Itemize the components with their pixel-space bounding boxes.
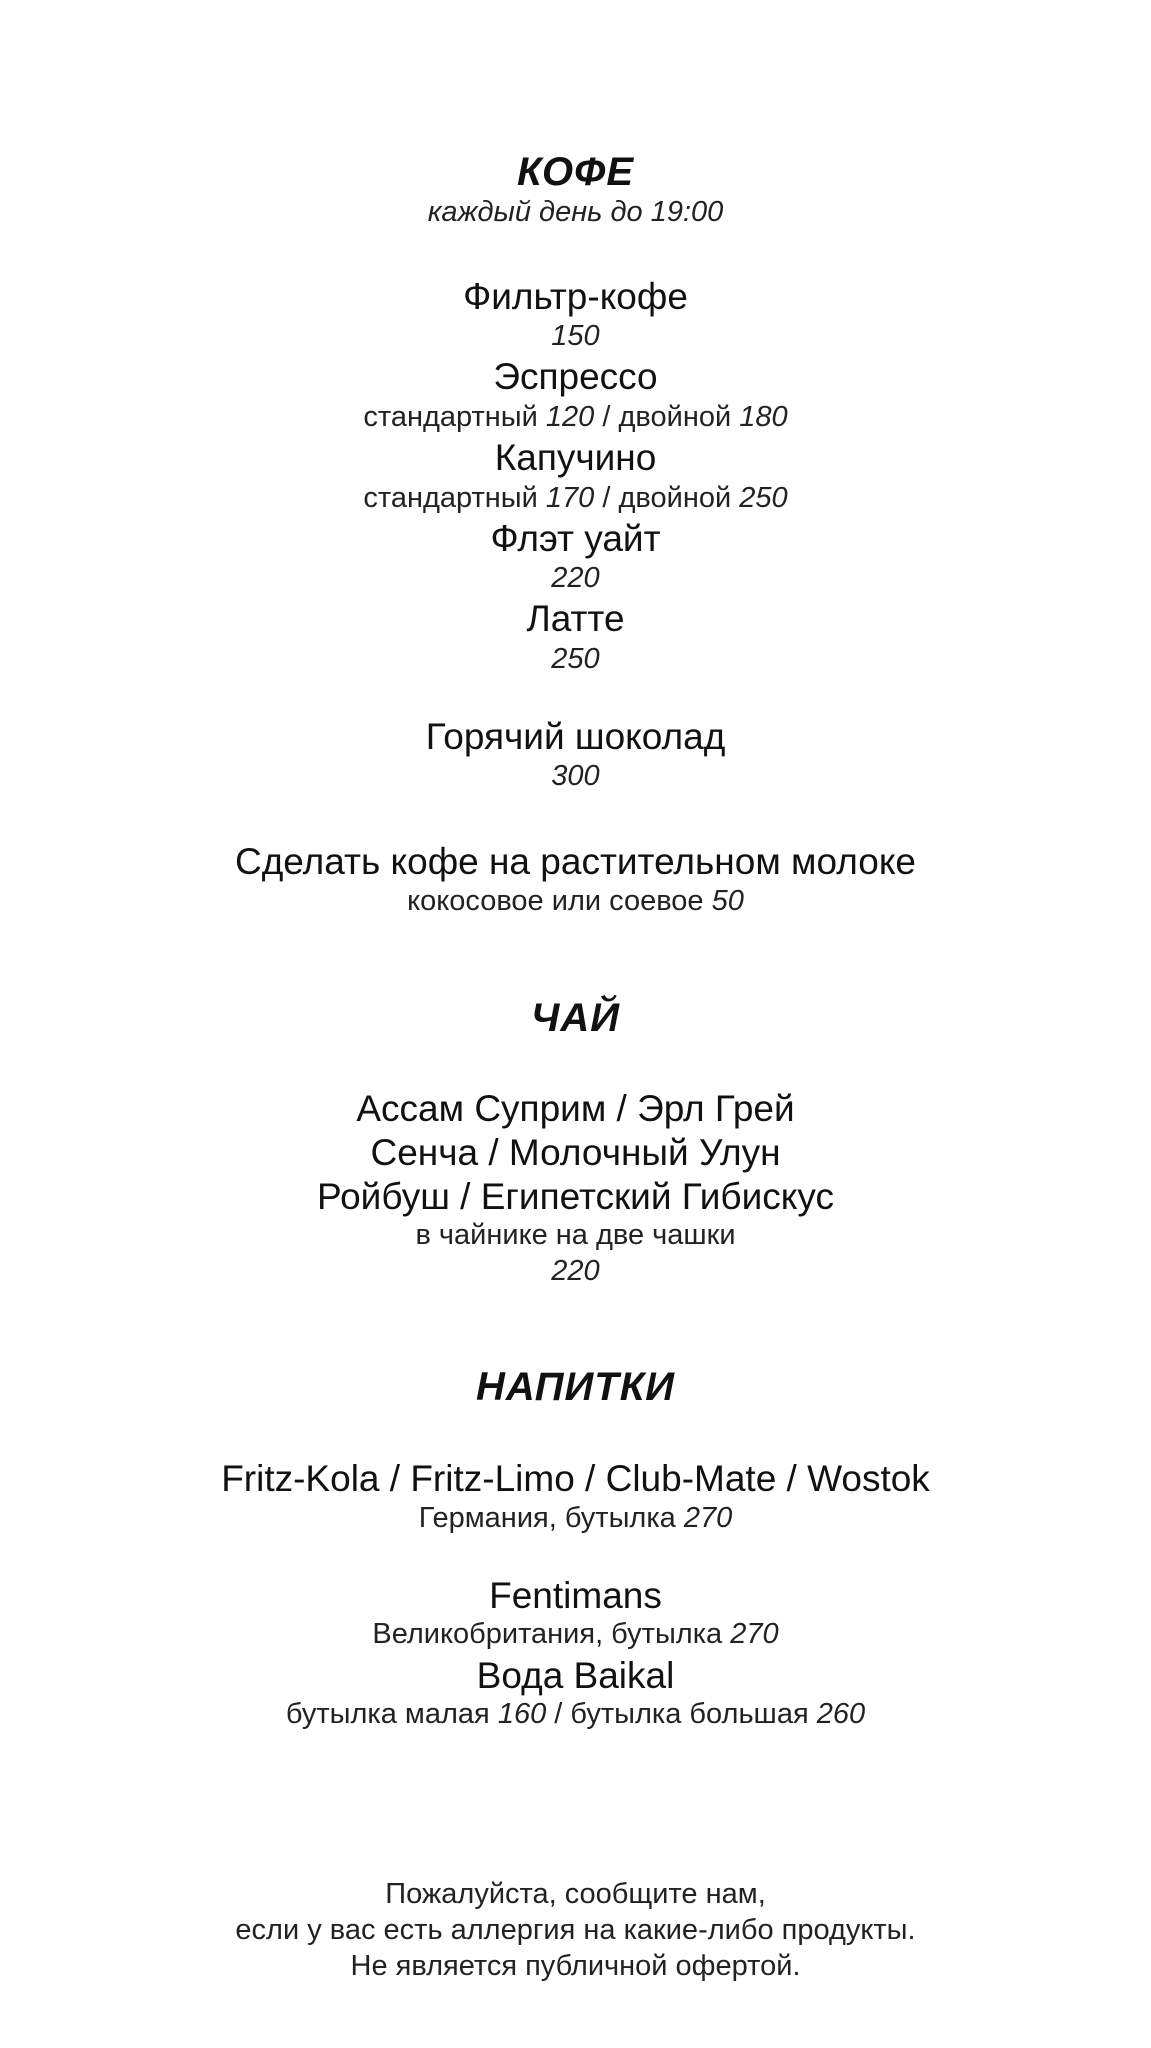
baikal-prices — [0, 1700, 1151, 1729]
cappuccino-name: Капучино — [494, 437, 657, 478]
flat-white-name: Флэт уайт — [490, 518, 661, 559]
tea-line-3: Ройбуш / Египетский Гибискус — [317, 1176, 834, 1217]
latte-name: Латте — [526, 598, 625, 639]
plant-milk-name: Сделать кофе на растительном молоке — [235, 841, 916, 882]
drinks-heading: НАПИТКИ — [475, 1365, 676, 1409]
tea-line-2: Сенча / Молочный Улун — [370, 1132, 781, 1173]
price-separator: / — [554, 1698, 563, 1730]
espresso-std-price: 120 — [545, 401, 595, 433]
flat-white-price: 220 — [551, 562, 600, 594]
filter-coffee-price: 150 — [551, 320, 600, 352]
baikal-large-price: 260 — [816, 1698, 866, 1730]
price-separator: / — [602, 482, 611, 514]
espresso-std-label: стандартный — [363, 401, 538, 433]
latte-price: 250 — [551, 643, 600, 675]
espresso-dbl-price: 180 — [739, 401, 788, 433]
plant-milk-desc: кокосовое или соевое — [407, 885, 704, 917]
footer-line-1: Пожалуйста, сообщите нам, — [385, 1878, 766, 1910]
plant-milk-price: 50 — [711, 885, 744, 917]
tea-desc: в чайнике на две чашки — [415, 1219, 736, 1251]
coffee-hours-note: каждый день до 19:00 — [427, 196, 724, 228]
tea-heading: ЧАЙ — [531, 996, 620, 1040]
tea-price: 220 — [551, 1255, 600, 1287]
fritz-desc: Германия, бутылка — [418, 1502, 676, 1534]
cappuccino-std-price: 170 — [545, 482, 595, 514]
cappuccino-dbl-label: двойной — [618, 482, 732, 514]
cappuccino-prices — [0, 484, 1151, 513]
fentimans-price: 270 — [730, 1618, 779, 1650]
hot-chocolate-price: 300 — [551, 760, 600, 792]
fentimans-name: Fentimans — [489, 1575, 662, 1616]
fritz-price: 270 — [683, 1502, 733, 1534]
filter-coffee-name: Фильтр-кофе — [463, 276, 688, 317]
tea-line-1: Ассам Суприм / Эрл Грей — [356, 1088, 795, 1129]
plant-milk-details — [0, 887, 1151, 916]
price-separator: / — [602, 401, 611, 433]
espresso-prices — [0, 403, 1151, 432]
fentimans-details — [0, 1620, 1151, 1649]
footer-line-2: если у вас есть аллергия на какие-либо продукты. — [235, 1914, 916, 1946]
baikal-small-price: 160 — [497, 1698, 547, 1730]
espresso-name: Эспрессо — [493, 356, 658, 397]
cappuccino-std-label: стандартный — [363, 482, 538, 514]
fritz-details — [0, 1504, 1151, 1533]
fritz-name: Fritz-Kola / Fritz-Limo / Club-Mate / Wostok — [221, 1458, 930, 1499]
baikal-name: Вода Baikal — [476, 1655, 675, 1696]
hot-chocolate-name: Горячий шоколад — [425, 716, 726, 757]
baikal-large-label: бутылка большая — [570, 1698, 809, 1730]
coffee-heading: КОФЕ — [516, 150, 635, 194]
baikal-small-label: бутылка малая — [285, 1698, 490, 1730]
espresso-dbl-label: двойной — [618, 401, 732, 433]
cappuccino-dbl-price: 250 — [739, 482, 788, 514]
footer-line-3: Не является публичной офертой. — [350, 1950, 801, 1982]
fentimans-desc: Великобритания, бутылка — [372, 1618, 723, 1650]
